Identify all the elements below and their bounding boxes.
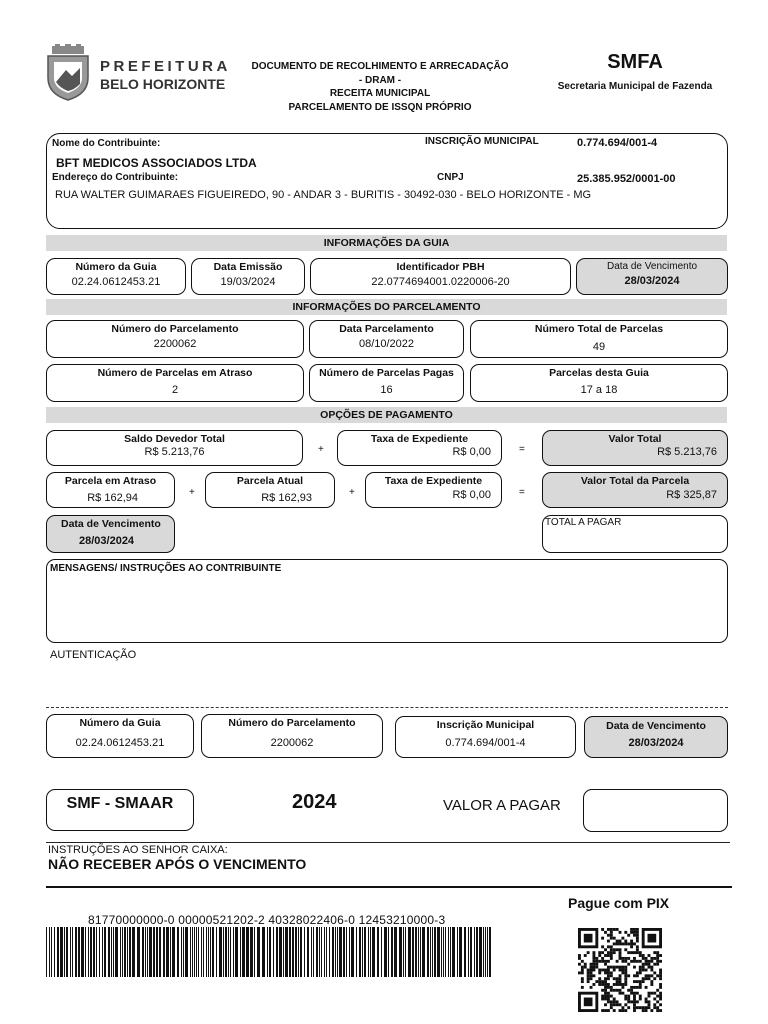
parcelas-pagas-value: 16 <box>380 384 393 396</box>
inscricao-value: 0.774.694/001-4 <box>577 137 658 149</box>
mensagens-label: MENSAGENS/ INSTRUÇÕES AO CONTRIBUINTE <box>50 563 282 574</box>
parcela-atraso-box <box>46 472 175 508</box>
nao-receber-label: NÃO RECEBER APÓS O VENCIMENTO <box>48 856 307 872</box>
numero-parcelamento-label: Número do Parcelamento <box>111 323 239 335</box>
logo-text-bh: BELO HORIZONTE <box>100 76 226 92</box>
plus-operator: + <box>189 487 195 498</box>
contribuinte-box <box>46 133 728 229</box>
taxa-expediente-2-label: Taxa de Expediente <box>384 475 483 487</box>
endereco-label: Endereço do Contribuinte: <box>52 172 179 183</box>
instrucoes-caixa-label: INSTRUÇÕES AO SENHOR CAIXA: <box>48 844 228 856</box>
stub-guia-label: Número da Guia <box>79 717 161 729</box>
section-informacoes-guia: INFORMAÇÕES DA GUIA <box>46 235 727 251</box>
pix-qr-code-icon <box>576 928 664 1012</box>
inscricao-label: INSCRIÇÃO MUNICIPAL <box>425 136 539 147</box>
smf-smaar-label: SMF - SMAAR <box>66 795 174 812</box>
coat-of-arms-icon <box>44 44 92 102</box>
linha-digitavel: 81770000000-0 00000521202-2 40328022406-0 12453210000-3 <box>88 913 446 927</box>
stub-inscricao-value: 0.774.694/001-4 <box>445 737 526 749</box>
plus-operator: + <box>349 487 355 498</box>
equals-operator: = <box>519 444 525 455</box>
data-vencimento-box <box>576 258 728 295</box>
stub-parcelamento-label: Número do Parcelamento <box>228 717 356 729</box>
parcelas-guia-value: 17 a 18 <box>580 384 618 396</box>
smfa-title: SMFA <box>607 51 663 73</box>
parcelas-atraso-label: Número de Parcelas em Atraso <box>97 367 253 379</box>
parcelas-atraso-value: 2 <box>171 384 179 396</box>
data-vencimento-label: Data de Vencimento <box>606 261 698 272</box>
autenticacao-label: AUTENTICAÇÃO <box>50 649 137 661</box>
stub-parcelamento-box <box>201 714 383 758</box>
total-a-pagar-box <box>542 515 728 553</box>
total-a-pagar-label: TOTAL A PAGAR <box>545 517 622 528</box>
saldo-devedor-value: R$ 5.213,76 <box>144 446 205 458</box>
taxa-expediente-1-label: Taxa de Expediente <box>370 433 469 445</box>
valor-total-label: Valor Total <box>608 433 662 445</box>
parcelas-guia-box <box>470 364 728 402</box>
cut-line <box>46 707 728 708</box>
numero-guia-value: 02.24.0612453.21 <box>71 276 161 288</box>
cnpj-label: CNPJ <box>437 172 464 183</box>
plus-operator: + <box>318 444 324 455</box>
data-emissao-value: 19/03/2024 <box>220 276 276 288</box>
parcelas-guia-label: Parcelas desta Guia <box>549 367 649 379</box>
doc-title-line3: RECEITA MUNICIPAL <box>329 88 431 99</box>
saldo-devedor-box <box>46 430 303 466</box>
numero-guia-box <box>46 258 186 295</box>
total-parcelas-value: 49 <box>592 341 606 353</box>
stub-inscricao-box <box>395 716 576 758</box>
saldo-devedor-label: Saldo Devedor Total <box>124 433 225 445</box>
stub-vencimento-label: Data de Vencimento <box>606 720 706 732</box>
valor-parcela-box <box>542 472 728 508</box>
vencimento-pagamento-box <box>46 515 175 553</box>
taxa-expediente-2-value: R$ 0,00 <box>452 489 491 501</box>
parcela-atraso-label: Parcela em Atraso <box>64 475 157 487</box>
section-opcoes-pagamento: OPÇÕES DE PAGAMENTO <box>46 407 727 423</box>
stub-parcelamento-value: 2200062 <box>270 737 314 749</box>
identificador-box <box>310 258 571 295</box>
endereco-value: RUA WALTER GUIMARAES FIGUEIREDO, 90 - ANDAR 3 - BURITIS - 30492-030 - BELO HORIZONTE - MG <box>55 189 592 201</box>
stub-vencimento-box <box>584 716 728 758</box>
valor-a-pagar-box <box>583 789 728 832</box>
doc-title-line4: PARCELAMENTO DE ISSQN PRÓPRIO <box>288 101 472 113</box>
taxa-expediente-1-box <box>337 430 502 466</box>
valor-total-box <box>542 430 728 466</box>
equals-operator: = <box>519 487 525 498</box>
footer-rule <box>46 886 732 888</box>
parcela-atual-box <box>205 472 335 508</box>
parcela-atraso-value: R$ 162,94 <box>87 492 138 504</box>
year-label: 2024 <box>292 791 337 813</box>
section-informacoes-parcelamento: INFORMAÇÕES DO PARCELAMENTO <box>46 299 727 315</box>
mensagens-box <box>46 559 728 643</box>
prefeitura-logo <box>44 44 231 102</box>
valor-parcela-label: Valor Total da Parcela <box>580 475 690 487</box>
smfa-subtitle: Secretaria Municipal de Fazenda <box>557 81 713 92</box>
doc-title-line2: - DRAM - <box>358 74 402 86</box>
taxa-expediente-1-value: R$ 0,00 <box>452 446 491 458</box>
valor-parcela-value: R$ 325,87 <box>666 489 717 501</box>
data-emissao-box <box>191 258 305 295</box>
stub-inscricao-label: Inscrição Municipal <box>436 719 535 731</box>
identificador-label: Identificador PBH <box>396 261 485 273</box>
document-title <box>230 60 530 114</box>
stub-vencimento-value: 28/03/2024 <box>628 737 684 749</box>
instrucoes-rule <box>46 842 730 843</box>
vencimento-pagamento-label: Data de Vencimento <box>61 518 161 530</box>
valor-total-value: R$ 5.213,76 <box>657 446 717 458</box>
total-parcelas-box <box>470 320 728 358</box>
parcela-atual-value: R$ 162,93 <box>261 492 312 504</box>
numero-parcelamento-box <box>46 320 304 358</box>
valor-a-pagar-label: VALOR A PAGAR <box>443 797 561 814</box>
parcelas-atraso-box <box>46 364 304 402</box>
identificador-value: 22.0774694001.0220006-20 <box>371 276 510 288</box>
stub-guia-box <box>46 714 194 758</box>
parcelas-pagas-box <box>309 364 464 402</box>
total-parcelas-label: Número Total de Parcelas <box>534 323 664 335</box>
taxa-expediente-2-box <box>365 472 502 508</box>
numero-guia-label: Número da Guia <box>75 261 157 273</box>
data-emissao-label: Data Emissão <box>213 261 283 273</box>
doc-title-line1: DOCUMENTO DE RECOLHIMENTO E ARRECADAÇÃO <box>251 61 509 72</box>
pix-label: Pague com PIX <box>568 895 670 911</box>
stub-guia-value: 02.24.0612453.21 <box>75 737 165 749</box>
nome-label: Nome do Contribuinte: <box>52 138 161 149</box>
cnpj-value: 25.385.952/0001-00 <box>577 173 676 185</box>
data-parcelamento-box <box>309 320 464 358</box>
smf-smaar-box <box>46 789 194 831</box>
vencimento-pagamento-value: 28/03/2024 <box>79 535 135 547</box>
logo-text-prefeitura: PREFEITURA <box>100 58 231 75</box>
parcela-atual-label: Parcela Atual <box>236 475 304 487</box>
data-parcelamento-label: Data Parcelamento <box>339 323 434 335</box>
parcelas-pagas-label: Número de Parcelas Pagas <box>319 367 454 379</box>
data-vencimento-value: 28/03/2024 <box>624 275 680 287</box>
barcode-icon <box>46 927 494 977</box>
nome-value: BFT MEDICOS ASSOCIADOS LTDA <box>56 156 257 170</box>
numero-parcelamento-value: 2200062 <box>153 338 197 350</box>
data-parcelamento-value: 08/10/2022 <box>358 338 415 350</box>
